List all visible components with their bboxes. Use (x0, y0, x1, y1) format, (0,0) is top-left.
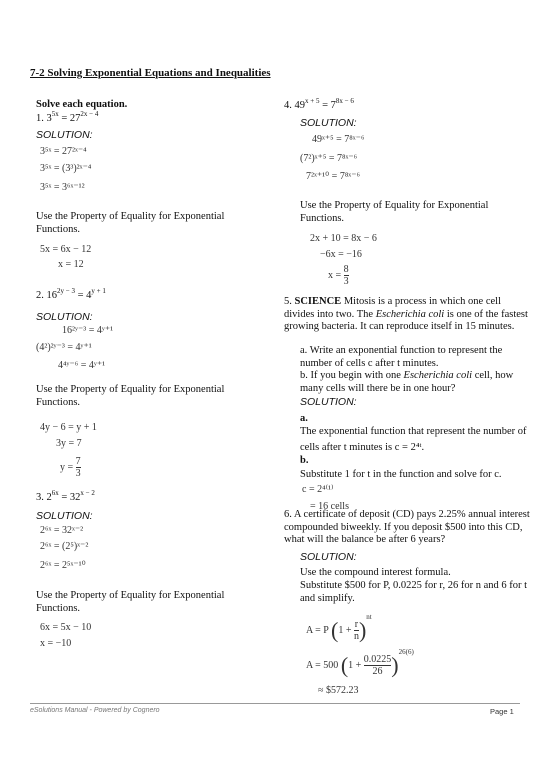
math-step: x = −10 (40, 638, 72, 649)
eq-exp: x + 5 (305, 97, 320, 105)
property-note: Use the Property of Equality for Exponential Functions. (300, 200, 489, 224)
fraction-denominator: n (353, 631, 359, 643)
fraction-numerator: 0.0225 (363, 654, 392, 666)
eq-base: 49 (294, 100, 305, 111)
math-step: 6x = 5x − 10 (40, 622, 92, 633)
problem-text: is one of the fastest growing bacteria. It can reproduce itself in 15 minutes. (284, 308, 528, 332)
fraction-numerator: r (354, 619, 359, 631)
problem-number: 2. (36, 290, 44, 301)
problem-text: cell, how many cells will there be in one hour? (300, 370, 514, 394)
fraction-denominator: 3 (75, 468, 81, 479)
part-a-answer: The exponential function that represent the number of cells after t minutes is c = 2⁴ᵗ. (300, 426, 527, 453)
problem-1-equation (36, 112, 98, 125)
formula-note: Use the compound interest formula. (300, 567, 451, 578)
eq-exp: 2y − 3 (57, 287, 75, 295)
math-step: 4y − 6 = y + 1 (40, 422, 97, 433)
eq-base: 16 (46, 290, 57, 301)
solution-label: SOLUTION: (36, 311, 93, 323)
math-step: = 16 cells (310, 501, 349, 512)
solution-label: SOLUTION: (36, 510, 93, 522)
math-step: 3y = 7 (56, 438, 82, 449)
part-b-answer: Substitute 1 for t in the function and solve for c. (300, 469, 502, 480)
formula-lhs: A = 500 (306, 660, 339, 671)
math-step: 3⁵ˣ = 27²ˣ⁻⁴ (40, 146, 87, 157)
problem-5a: a. Write an exponential function to represent the number of cells c after t minutes. (300, 345, 503, 369)
species-name: Escherichia coli (403, 370, 473, 381)
math-lhs: y = (60, 461, 74, 473)
fraction (364, 654, 392, 677)
fraction-denominator: 3 (343, 276, 349, 287)
fraction-denominator: 26 (364, 665, 392, 677)
formula-exp: nt (366, 613, 372, 621)
page-title: 7-2 Solving Exponential Equations and Inequalities (30, 67, 271, 79)
math-step: 7²ˣ⁺¹⁰ = 7⁸ˣ⁻⁶ (306, 171, 360, 182)
problem-5-text (284, 296, 532, 334)
math-lhs: x = (328, 269, 342, 281)
eq-rhs: = 4 (74, 290, 92, 301)
math-step: 2x + 10 = 8x − 6 (310, 233, 377, 244)
problem-4-equation (284, 99, 354, 112)
math-step: 2⁶ˣ = 2⁵ˣ⁻¹⁰ (40, 560, 86, 571)
property-note: Use the Property of Equality for Exponential Functions. (36, 590, 225, 614)
problem-number: 3. (36, 492, 44, 503)
problem-number: 1. (36, 113, 44, 124)
formula-lhs: A = P (306, 625, 329, 636)
footer-rule (30, 703, 520, 704)
problem-text: b. If you begin with one (300, 370, 404, 381)
substituted-formula (306, 648, 414, 678)
formula-exp: 26(6) (398, 648, 414, 656)
property-note: Use the Property of Equality for Exponential Functions. (36, 384, 225, 408)
paren-open: ( (331, 617, 339, 643)
problem-text: Mitosis is a process in which one cell divides into two. The (284, 296, 501, 320)
fraction-numerator: 7 (75, 456, 81, 467)
part-b-label: b. (300, 455, 309, 466)
eq-exp: 2x − 4 (80, 110, 99, 118)
math-step: −6x = −16 (320, 249, 362, 260)
formula-term: 1 + (338, 625, 352, 636)
eq-exp: 6x (51, 489, 59, 497)
math-step: 4⁴ʸ⁻⁶ = 4ʸ⁺¹ (58, 360, 106, 371)
property-note: Use the Property of Equality for Exponential Functions. (36, 211, 225, 235)
eq-base: 2 (46, 492, 52, 503)
math-step (60, 456, 81, 479)
math-step: (7²)ˣ⁺⁵ = 7⁸ˣ⁻⁶ (300, 153, 358, 164)
math-step (328, 264, 349, 287)
fraction (344, 264, 349, 287)
compound-interest-formula (306, 613, 372, 643)
math-step: 3⁵ˣ = 3⁶ˣ⁻¹² (40, 182, 85, 193)
math-step: 2⁶ˣ = (2⁵)ˣ⁻² (40, 541, 89, 552)
solution-label: SOLUTION: (300, 396, 357, 408)
math-step: 5x = 6x − 12 (40, 244, 92, 255)
math-step: 16²ʸ⁻³ = 4ʸ⁺¹ (62, 325, 114, 336)
math-step: 49ˣ⁺⁵ = 7⁸ˣ⁻⁶ (312, 134, 365, 145)
eq-base: 3 (46, 113, 52, 124)
part-a-label: a. (300, 413, 308, 424)
eq-rhs: = 32 (58, 492, 81, 503)
problem-2-equation (36, 289, 106, 302)
solution-label: SOLUTION: (300, 117, 357, 129)
math-step: (4²)²ʸ⁻³ = 4ʸ⁺¹ (36, 342, 92, 353)
solution-label: SOLUTION: (300, 551, 357, 563)
result-value: ≈ $572.23 (318, 685, 359, 696)
eq-rhs: = 7 (319, 100, 336, 111)
problem-3-equation (36, 491, 95, 504)
paren-open: ( (340, 652, 349, 678)
paren-close: ) (391, 652, 399, 678)
eq-exp: 8x − 6 (335, 97, 354, 105)
problem-number: 6. (284, 509, 292, 520)
page-number: Page 1 (490, 707, 514, 716)
eq-rhs: = 27 (58, 113, 81, 124)
problem-lead: SCIENCE (294, 296, 342, 307)
paren-close: ) (358, 617, 367, 643)
fraction (76, 456, 81, 479)
instruction: Solve each equation. (36, 99, 128, 110)
math-step: 2⁶ˣ = 32ˣ⁻² (40, 525, 84, 536)
problem-text: A certificate of deposit (CD) pays 2.25% annual interest compounded biweekly. If you deposit $500 into this CD, what will the balance be after 6 years? (284, 509, 530, 545)
problem-number: 4. (284, 100, 292, 111)
eq-exp: y + 1 (91, 287, 106, 295)
species-name: Escherichia coli (375, 308, 445, 320)
problem-6-text (284, 509, 532, 547)
substitution-note: Substitute $500 for P, 0.0225 for r, 26 for n and 6 for t and simplify. (300, 580, 528, 604)
eq-exp: x − 2 (80, 489, 95, 497)
problem-5b (300, 370, 532, 395)
math-step: c = 2⁴⁽¹⁾ (302, 484, 334, 495)
math-step: 3⁵ˣ = (3³)²ˣ⁻⁴ (40, 163, 92, 174)
math-step: x = 12 (58, 259, 84, 270)
formula-term: 1 + (348, 660, 362, 671)
eq-exp: 5x (51, 110, 59, 118)
solution-label: SOLUTION: (36, 129, 93, 141)
problem-number: 5. (284, 296, 292, 307)
footer-text: eSolutions Manual - Powered by Cognero (30, 707, 160, 714)
fraction-numerator: 8 (343, 264, 349, 275)
